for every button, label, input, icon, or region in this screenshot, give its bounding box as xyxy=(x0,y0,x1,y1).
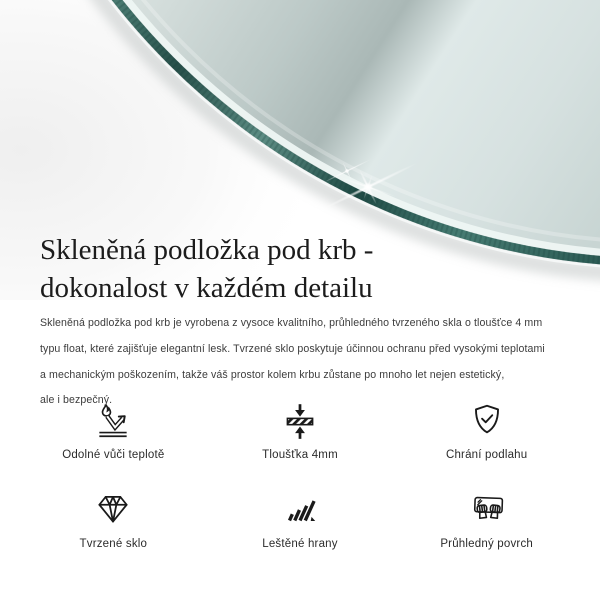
description-line: a mechanickým poškozením, takže váš prostor kolem krbu zůstane po mnoho let nejen estetický, xyxy=(40,368,505,381)
feature-transparent-surface xyxy=(393,488,580,550)
heat-resistant-icon xyxy=(91,399,135,443)
feature-label: Tvrzené sklo xyxy=(79,538,148,550)
diamond-icon xyxy=(91,488,135,532)
feature-grid xyxy=(0,399,600,550)
thickness-icon xyxy=(278,399,322,443)
description-line: Skleněná podložka pod krb je vyrobena z vysoce kvalitního, průhledného tvrzeného skla o tloušťce 4 mm xyxy=(40,317,543,329)
feature-floor-protection xyxy=(393,399,580,461)
shield-check-icon xyxy=(465,399,509,443)
feature-label: Odolné vůči teplotě xyxy=(62,449,165,461)
feature-label: Tloušťka 4mm xyxy=(262,449,338,461)
feature-label: Průhledný povrch xyxy=(440,538,534,550)
title-line-1: Skleněná podložka pod krb - xyxy=(40,234,374,266)
feature-heat-resistant xyxy=(20,399,207,461)
page-title xyxy=(40,231,373,307)
feature-label: Leštěné hrany xyxy=(262,538,338,550)
feature-polished-edges xyxy=(207,488,394,550)
hands-holding-glass-icon xyxy=(465,488,509,532)
description-line: ale i bezpečný. xyxy=(40,394,113,407)
feature-label: Chrání podlahu xyxy=(445,449,528,461)
description-line: typu float, které zajišťuje elegantní lesk. Tvrzené sklo poskytuje účinnou ochranu před vysokými teplotami xyxy=(40,342,545,355)
feature-thickness xyxy=(207,399,394,461)
feature-tempered-glass xyxy=(20,488,207,550)
title-line-2: dokonalost v každém detailu xyxy=(40,272,373,304)
polished-edges-icon xyxy=(278,488,322,532)
